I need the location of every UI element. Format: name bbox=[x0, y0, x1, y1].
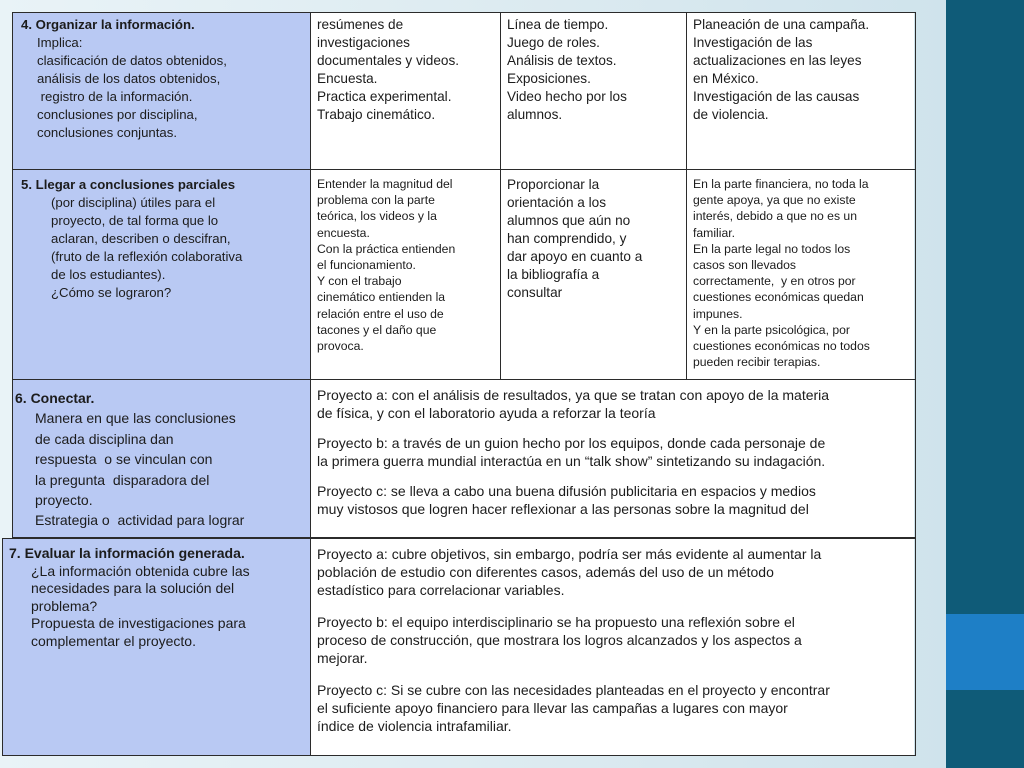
row7-para-line: índice de violencia intrafamiliar. bbox=[317, 718, 512, 734]
row7-line: Propuesta de investigaciones para bbox=[31, 615, 246, 632]
row5-line: (por disciplina) útiles para el bbox=[51, 195, 216, 210]
row4-col4-cell bbox=[687, 13, 914, 169]
row7-line: ¿La información obtenida cubre las bbox=[31, 562, 250, 579]
row5-col2-line: relación entre el uso de bbox=[317, 306, 444, 321]
row6-detail-cell bbox=[311, 380, 914, 537]
row5-col2-line: problema con la parte bbox=[317, 193, 435, 208]
row5-col2-line: Con la práctica entienden bbox=[317, 241, 456, 256]
row6-para-line: la primera guerra mundial interactúa en un “talk show” sintetizando su indagación. bbox=[317, 453, 826, 469]
row4-col4-line: de violencia. bbox=[693, 107, 769, 122]
row5-col2-line: el funcionamiento. bbox=[317, 258, 416, 273]
row7-line: complementar el proyecto. bbox=[31, 632, 196, 649]
row7-line: necesidades para la solución del bbox=[31, 580, 235, 597]
row5-col4-line: impunes. bbox=[693, 306, 743, 321]
row7-para-line: población de estudio con diferentes casos, además del uso de un método bbox=[317, 564, 774, 580]
row5-col3-line: orientación a los bbox=[507, 195, 606, 210]
row6-line: respuesta o se vinculan con bbox=[35, 451, 213, 468]
row5-col4-line: pueden recibir terapias. bbox=[693, 355, 821, 370]
row6-criterion-cell bbox=[13, 380, 311, 537]
row4-col2-line: Practica experimental. bbox=[317, 89, 452, 104]
row7-paragraph-b bbox=[317, 613, 908, 667]
row4-criterion-cell bbox=[13, 13, 311, 169]
row7-line: problema? bbox=[31, 597, 98, 614]
row5-col3-cell bbox=[501, 170, 687, 379]
row6-paragraph-a bbox=[317, 386, 908, 422]
row6-line: Manera en que las conclusiones bbox=[35, 410, 236, 427]
row5-col4-line: interés, debido a que no es un bbox=[693, 209, 857, 224]
row5-line: aclaran, describen o descifran, bbox=[51, 231, 231, 246]
row6-heading: 6. Conectar. bbox=[15, 390, 95, 406]
row4-col3-line: Línea de tiempo. bbox=[507, 17, 609, 32]
row5-col2-line: cinemático entienden la bbox=[317, 290, 446, 305]
row6-para-line: Proyecto b: a través de un guion hecho por los equipos, donde cada personaje de bbox=[317, 435, 826, 451]
row7-paragraph-c bbox=[317, 681, 908, 735]
row5-col4-line: En la parte legal no todos los bbox=[693, 241, 851, 256]
row5-col3-line: la bibliografía a bbox=[507, 267, 600, 282]
row7-para-line: Proyecto c: Si se cubre con las necesidades planteadas en el proyecto y encontrar bbox=[317, 682, 830, 698]
row4-line: Implica: bbox=[37, 35, 83, 50]
row5-line: (fruto de la reflexión colaborativa bbox=[51, 249, 243, 264]
row4-col3-line: Video hecho por los bbox=[507, 89, 627, 104]
table-row-conclusiones bbox=[12, 170, 916, 380]
row7-criterion-cell bbox=[3, 539, 311, 755]
row5-col4-line: gente apoya, ya que no existe bbox=[693, 193, 856, 208]
row4-line: clasificación de datos obtenidos, bbox=[37, 53, 227, 68]
table-row-conectar bbox=[12, 380, 916, 538]
row4-line: conclusiones por disciplina, bbox=[37, 107, 198, 122]
row6-line: la pregunta disparadora del bbox=[35, 471, 210, 488]
row4-col3-line: Análisis de textos. bbox=[507, 53, 617, 68]
row5-line: de los estudiantes). bbox=[51, 267, 166, 282]
row7-para-line: proceso de construcción, que mostrara los logros alcanzados y los aspectos a bbox=[317, 632, 802, 648]
row6-para-line: Proyecto c: se lleva a cabo una buena difusión publicitaria en espacios y medios bbox=[317, 483, 816, 499]
table-row-evaluar bbox=[2, 538, 916, 756]
row4-col4-line: Investigación de las causas bbox=[693, 89, 860, 104]
row5-col4-line: Y en la parte psicológica, por bbox=[693, 322, 850, 337]
side-accent bbox=[946, 614, 1024, 690]
row7-para-line: el suficiente apoyo financiero para llevar las campañas a lugares con mayor bbox=[317, 700, 788, 716]
row5-col2-cell bbox=[311, 170, 501, 379]
row5-col4-line: casos son llevados bbox=[693, 258, 796, 273]
row7-para-line: mejorar. bbox=[317, 650, 368, 666]
row4-col2-cell bbox=[311, 13, 501, 169]
row5-col4-line: cuestiones económicas no todos bbox=[693, 339, 870, 354]
row5-col2-line: encuesta. bbox=[317, 225, 370, 240]
row4-col4-line: Planeación de una campaña. bbox=[693, 17, 870, 32]
row6-para-line: de física, y con el laboratorio ayuda a reforzar la teoría bbox=[317, 405, 656, 421]
row5-col2-line: Entender la magnitud del bbox=[317, 177, 453, 191]
row4-col4-line: en México. bbox=[693, 71, 759, 86]
row4-col2-line: Trabajo cinemático. bbox=[317, 107, 436, 122]
row5-col4-line: correctamente, y en otros por bbox=[693, 274, 856, 289]
row5-col3-line: Proporcionar la bbox=[507, 177, 600, 192]
row7-para-line: Proyecto a: cubre objetivos, sin embargo, podría ser más evidente al aumentar la bbox=[317, 546, 822, 562]
row4-col3-line: alumnos. bbox=[507, 107, 563, 122]
row4-col2-line: resúmenes de bbox=[317, 17, 404, 32]
row4-col3-cell bbox=[501, 13, 687, 169]
row4-line: análisis de los datos obtenidos, bbox=[37, 71, 221, 86]
row7-detail-cell bbox=[311, 539, 914, 755]
row6-paragraph-c bbox=[317, 482, 908, 518]
row4-col2-line: documentales y videos. bbox=[317, 53, 460, 68]
row7-para-line: Proyecto b: el equipo interdisciplinario se ha propuesto una reflexión sobre el bbox=[317, 614, 795, 630]
row5-line: ¿Cómo se lograron? bbox=[51, 285, 172, 300]
row6-line: Estrategia o actividad para lograr bbox=[35, 512, 245, 529]
row6-line: de cada disciplina dan bbox=[35, 430, 174, 447]
row5-col2-line: provoca. bbox=[317, 339, 364, 354]
row5-heading: 5. Llegar a conclusiones parciales bbox=[21, 177, 236, 192]
row7-paragraph-a bbox=[317, 545, 908, 599]
row4-line: conclusiones conjuntas. bbox=[37, 125, 178, 140]
row4-line: registro de la información. bbox=[37, 89, 193, 104]
row4-col2-line: Encuesta. bbox=[317, 71, 378, 86]
row5-col4-cell bbox=[687, 170, 914, 379]
row6-para-line: Proyecto a: con el análisis de resultados, ya que se tratan con apoyo de la materia bbox=[317, 387, 830, 403]
row4-col3-line: Exposiciones. bbox=[507, 71, 591, 86]
row4-col2-line: investigaciones bbox=[317, 35, 410, 50]
row5-line: proyecto, de tal forma que lo bbox=[51, 213, 219, 228]
row5-col2-line: tacones y el daño que bbox=[317, 322, 437, 337]
row5-col4-line: cuestiones económicas quedan bbox=[693, 290, 864, 305]
row5-criterion-cell bbox=[13, 170, 311, 379]
row6-line: proyecto. bbox=[35, 492, 93, 509]
row4-col4-line: actualizaciones en las leyes bbox=[693, 53, 862, 68]
row5-col3-line: consultar bbox=[507, 285, 563, 300]
row5-col2-line: teórica, los videos y la bbox=[317, 209, 437, 224]
row7-para-line: estadístico para correlacionar variables. bbox=[317, 582, 565, 598]
row5-col4-line: familiar. bbox=[693, 225, 735, 240]
row7-heading: 7. Evaluar la información generada. bbox=[9, 545, 245, 561]
row5-col2-line: Y con el trabajo bbox=[317, 274, 402, 289]
row5-col3-line: han comprendido, y bbox=[507, 231, 627, 246]
table-row-organizar bbox=[12, 12, 916, 170]
row6-paragraph-b bbox=[317, 434, 908, 470]
row4-heading: 4. Organizar la información. bbox=[21, 17, 195, 32]
row5-col4-line: En la parte financiera, no toda la bbox=[693, 177, 869, 191]
row4-col3-line: Juego de roles. bbox=[507, 35, 600, 50]
row6-para-line: muy vistosos que logren hacer reflexionar a las personas sobre la magnitud del bbox=[317, 501, 809, 517]
row5-col3-line: dar apoyo en cuanto a bbox=[507, 249, 643, 264]
row4-col4-line: Investigación de las bbox=[693, 35, 813, 50]
row5-col3-line: alumnos que aún no bbox=[507, 213, 631, 228]
